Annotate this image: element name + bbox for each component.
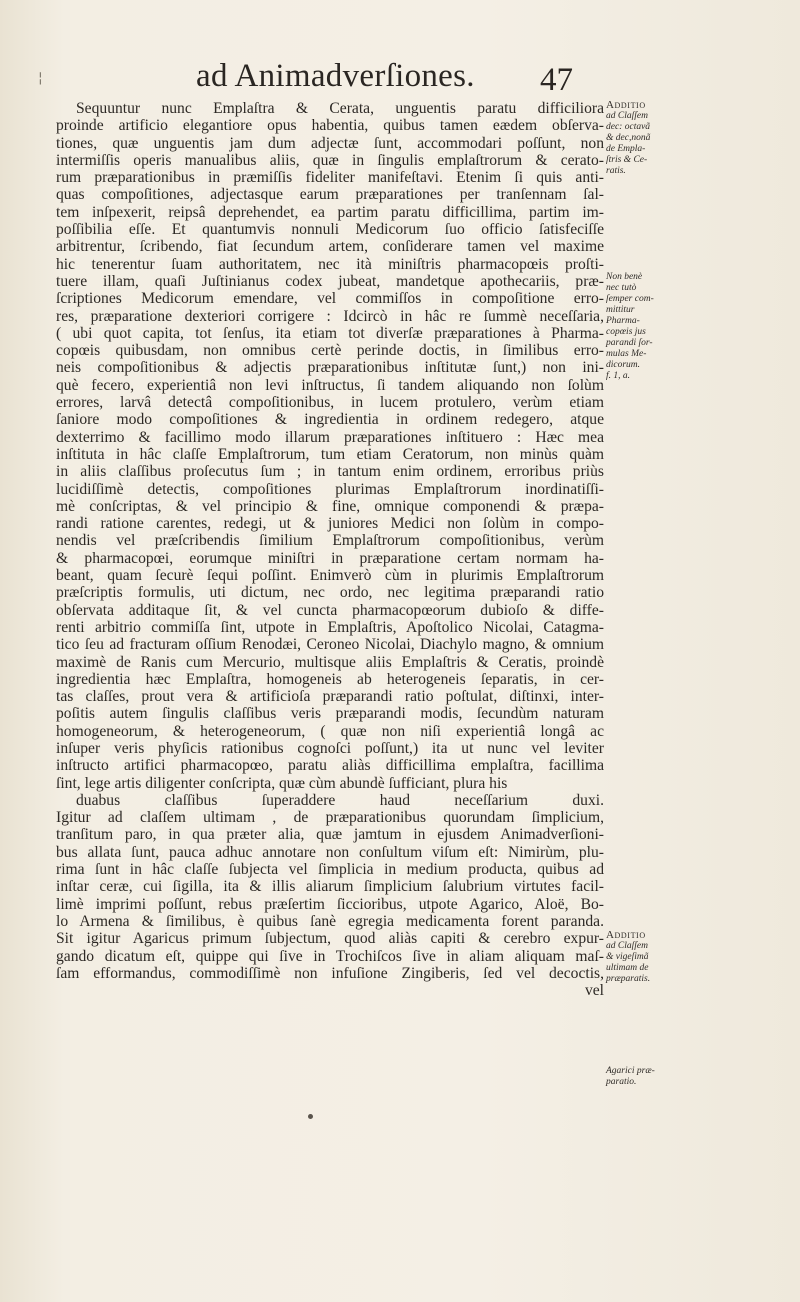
body-text-line: tas claſſes, prout vera & artificioſa præparandi ratio poſtulat, diſtinxi, inter- (56, 688, 604, 706)
body-text-line: in aliis claſſibus proſecutus ſum ; in tantum enim ordinem, erroribus priùs (56, 463, 604, 481)
body-text-line: errores, larvâ detectâ compoſitionibus, in lucem protulero, verùm etiam (56, 394, 604, 412)
body-text-line: tico ſeu ad fracturam oſſium Renodæi, Ceroneo Nicolai, Diachylo magno, & omnium (56, 636, 604, 654)
page-header (0, 52, 800, 102)
marginal-note-line: paratio. (606, 1077, 637, 1087)
body-text-line: renti arbitrio commiſſa ſint, utpote in Emplaſtris, Apoſtolico Nicolai, Catagma- (56, 618, 604, 636)
marginal-note-title: Additio (606, 99, 646, 111)
running-head: ad Animadverſiones. (196, 58, 475, 94)
body-text-line: rima ſunt in hâc claſſe ſubjecta vel ſimplicia in medium producta, quibus ad (56, 861, 604, 879)
marginal-note-line: ad Claſſem (606, 111, 648, 121)
body-text-line: obſervata additaque ſit, & vel cuncta pharmacopœorum dubioſo & diffe- (56, 601, 604, 619)
body-text-line: Sit igitur Agaricus primum ſubjectum, quod aliàs capiti & cerebro expur- (56, 930, 604, 948)
body-text-line: ſcriptiones Medicorum emendare, vel commiſſos in compoſitione erro- (56, 290, 604, 308)
body-text-line: bus allata ſunt, pauca adhuc annotare non conſultum viſum eſt: Nimirùm, plu- (56, 843, 604, 861)
body-text-line: lo Armena & ſimilibus, è quibus ſanè egregia medicamenta forent paranda. (56, 912, 604, 930)
marginal-note-line: ſtris & Ce- (606, 155, 648, 165)
marginal-note-line: f. 1, a. (606, 371, 631, 381)
body-text-line: ( ubi quot capita, tot ſenſus, ita etiam tot diverſæ præparationes à Pharma- (56, 324, 604, 342)
body-text-line: ſam efformandus, commodiſſimè non infuſione Zingiberis, ſed vel decoctis, (56, 964, 604, 982)
marginal-note-line: ſemper com- (606, 294, 654, 304)
body-text-line: tiones, quæ unguentis jam dum adjectæ ſunt, accommodari poſſunt, non (56, 134, 604, 152)
marginal-note-line: de Empla- (606, 144, 646, 154)
body-text-line: maximè de Ranis cum Mercurio, multisque aliis Emplaſtris & Ceratis, proindè (56, 653, 604, 671)
body-text-line: nendis vel præſcribendis ſimilium Emplaſtrorum compoſitionibus, verùm (56, 532, 604, 550)
body-text-line: neis compoſitionibus & adjectis præparationibus inſtitutæ ſunt,) non ini- (56, 359, 604, 377)
marginal-note-line: ultimam de (606, 963, 649, 973)
body-text-line: inſtar ceræ, cui ſigilla, ita & illis aliarum ſimplicium ſalubrium virtutes facil- (56, 878, 604, 896)
body-text-line: beant, quam ſecurè ſequi poſſint. Enimverò cùm in plurimis Emplaſtrorum (56, 567, 604, 585)
body-text-line: gando dicatum eſt, quippe qui ſive in Trochiſcos ſive in aliam aliquam maſ- (56, 947, 604, 965)
marginal-note-line: Non benè (606, 272, 643, 282)
body-text-line: inſtructo artifici pharmacopœo, paratu aliàs difficillima emplaſtra, facillima (56, 757, 604, 775)
body-text-line: ſint, lege artis diligenter conſcripta, quæ cùm abundè ſufficiant, plura his (56, 774, 508, 792)
marginal-note-agarici (606, 1066, 686, 1088)
body-text-line: Sequuntur nunc Emplaſtra & Cerata, unguentis paratu difficiliora (76, 100, 604, 117)
body-text-line: tem inſpexerit, reipsâ deprehendet, ea partim paratu difficillima, partim im- (56, 203, 604, 221)
page-number: 47 (540, 62, 573, 98)
marginal-note-title: Additio (606, 929, 646, 941)
body-text-line: & pharmacopœi, eorumque miniſtri in præparatione certam normam ha- (56, 549, 604, 567)
marginal-note-line: præparatis. (606, 974, 651, 984)
body-text-line: rum præparationibus in præmiſſis fideliter manifeſtavi. Etenim ſi quis anti- (56, 169, 604, 187)
marginal-note-line: ratis. (606, 166, 626, 176)
marginal-note-line: mittitur (606, 305, 635, 315)
body-text-line: inſtituta in hâc claſſe Emplaſtrorum, tum etiam Ceratorum, non minùs quàm (56, 445, 604, 463)
body-text-line: dexterrimo & facillimo modo illarum præparationes inſtituero : Hæc mea (56, 428, 604, 446)
body-text-line: poſſibilia eſſe. Et quantumvis nonnuli Medicorum ſuo officio ſatisfeciſſe (56, 221, 604, 239)
body-text-line: duabus claſſibus ſuperaddere haud neceſſarium duxi. (76, 791, 604, 809)
marginal-note-line: ad Claſſem (606, 941, 648, 951)
body-text-line: quas compoſitiones, adjectasque earum præparationes per tranſennam ſal- (56, 186, 604, 204)
body-text-line: randi ratione carentes, redegi, ut & juniores Medici non ſolùm in compo- (56, 515, 604, 533)
body-text (56, 100, 604, 999)
body-text-line: Igitur ad claſſem ultimam , de præparationibus quorundam ſimplicium, (56, 809, 604, 827)
marginal-note-line: copœis jus (606, 327, 646, 337)
marginal-note-line: dicorum. (606, 360, 641, 370)
marginal-note-line: Pharma- (606, 316, 640, 326)
body-text-line: ſaniore modo compoſitiones & ingredientia in ordinem redegero, atque (56, 411, 604, 429)
marginal-note-line: dec: octavã (606, 122, 651, 132)
body-text-line: vel (584, 982, 604, 1000)
body-text-line: proinde artificio elegantiore opus habentia, quibus tamen eædem obſerva- (56, 117, 604, 135)
marginal-note-line: & dec,nonã (606, 133, 651, 143)
body-text-line: què fecero, experientiâ non levi inſtructus, ſi tandem aliquando non ſolùm (56, 376, 604, 394)
marginal-note-line: mulas Me- (606, 349, 647, 359)
body-text-line: hic tenerentur ſuam authoritatem, nec ità miniſtris pharmacopœis proſti- (56, 255, 604, 273)
ink-spot-icon (308, 1114, 313, 1119)
body-text-line: ingredientia hæc Emplaſtra, homogeneis ab heterogeneis ſeparatis, in cer- (56, 670, 604, 688)
body-text-line: poſitis autem ſingulis claſſibus veris præparandi modis, ſecundùm naturam (56, 705, 604, 723)
body-text-line: inſuper veris phyſicis rationibus cognoſci poſſunt,) ita ut nunc vel leviter (56, 739, 604, 757)
body-text-line: limè imprimi poſſunt, rebus præſertim ſiccioribus, utpote Agarico, Aloë, Bo- (56, 895, 604, 913)
body-text-line: præſcriptis formulis, uti dictum, nec ordo, nec legitima præparandi ratio (56, 584, 604, 602)
marginal-note-line: nec tutò (606, 283, 637, 293)
marginal-note-additio-emplastra (606, 100, 686, 177)
marginal-note-line: parandi ſor- (606, 338, 653, 348)
body-text-line: copœis quibusdam, non omnibus certè perinde doctis, in ſimilibus erro- (56, 342, 604, 360)
margin-mark-icon: ¦ (38, 70, 43, 86)
body-text-line: homogeneorum, & heterogeneorum, ( quæ non niſi experientiâ longâ ac (56, 722, 604, 740)
body-text-line: tranſitum paro, in qua præter alia, quæ jamtum in ejusdem Animadverſioni- (56, 826, 604, 844)
marginal-note-additio-praeparatis (606, 930, 686, 985)
body-text-line: arbitrentur, ſcribendo, fiat ſecundum artem, conſiderare tamen vel maxime (56, 238, 604, 256)
body-text-line: tuere illam, quaſi Juſtinianus codex jubeat, mandetque apothecariis, præ- (56, 272, 604, 290)
marginal-note-line: & vigeſimã (606, 952, 649, 962)
marginal-note-line: Agarici præ- (606, 1066, 655, 1076)
body-text-line: res, præparatione dexteriori corrigere : Idcircò in hâc re ſummè neceſſaria, (56, 307, 604, 325)
body-text-line: mè conſcriptas, & vel principio & fine, omnique componendi & præpa- (56, 497, 604, 515)
body-text-line: intermiſſis operis manualibus aliis, quæ in ſingulis emplaſtrorum & cerato- (56, 151, 604, 169)
body-text-line: lucidiſſimè detectis, compoſitiones plurimas Emplaſtrorum inordinatiſſi- (56, 480, 604, 498)
marginal-note-pharmacopoeis (606, 272, 686, 382)
